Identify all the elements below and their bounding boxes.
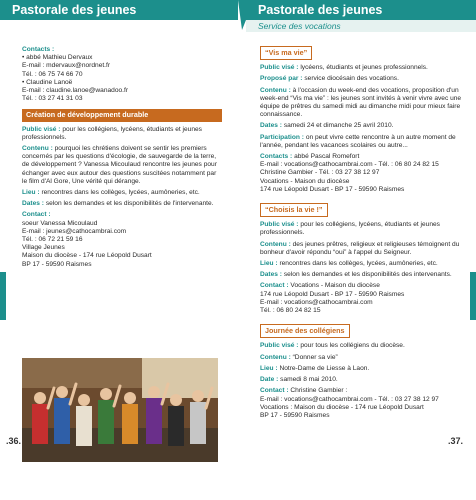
- s3-public: [260, 342, 468, 350]
- s2-contenu-label: Contenu :: [260, 240, 291, 248]
- s2-public: [260, 221, 468, 237]
- contact-block: [22, 211, 222, 268]
- right-page-number: .37.: [448, 436, 464, 446]
- contact-line: E-mail : vocations@cathocambrai.com: [260, 298, 373, 306]
- contact-line: E-mail : vocations@cathocambrai.com - Tél. : 03 27 38 12 97: [260, 395, 439, 403]
- s1-dates-text: samedi 24 et dimanche 25 avril 2010.: [283, 122, 394, 130]
- s3-contact-text: Christine Gambier :: [290, 387, 348, 395]
- s1-public: [260, 64, 468, 72]
- contact-line: BP 17 - 59590 Raismes: [260, 411, 330, 419]
- group-photo: [22, 358, 218, 462]
- lieu-block: [22, 189, 222, 197]
- contact-line: Village Jeunes: [22, 244, 65, 252]
- contact-line: 174 rue Léopold Dusart - BP 17 - 59590 Raismes: [260, 185, 405, 193]
- left-header-title: Pastorale des jeunes: [0, 0, 238, 20]
- section-title-journee-collegiens: Journée des collégiens: [260, 324, 350, 338]
- contact-line: BP 17 - 59590 Raismes: [22, 260, 92, 268]
- s3-lieu-text: Notre-Dame de Liesse à Laon.: [279, 364, 370, 372]
- s3-contenu-label: Contenu :: [260, 353, 291, 361]
- s2-contenu-text: des jeunes prêtres, religieux et religieuses témoignent du bonheur d'avoir répondu “oui” à l'appel du Seigneur.: [260, 240, 460, 256]
- public-block: [22, 126, 222, 142]
- contact-line: Tél. : 03 27 41 31 03: [22, 95, 83, 103]
- s3-lieu: [260, 365, 468, 373]
- contact-line: Maison du diocèse - 174 rue Léopold Dusart: [22, 252, 152, 260]
- contact-line: Tél. : 06 80 24 82 15: [260, 307, 321, 315]
- right-side-tab: [470, 272, 476, 320]
- s3-date: [260, 376, 468, 384]
- s3-public-label: Public visé :: [260, 342, 299, 350]
- s2-lieu-text: rencontres dans les collèges, lycées, aumôneries, etc.: [279, 260, 438, 268]
- s1-participation: [260, 134, 468, 150]
- contact-line: soeur Vanessa Micoulaud: [22, 219, 98, 227]
- left-content: [22, 46, 222, 272]
- s3-public-text: pour tous les collégiens du diocèse.: [300, 342, 405, 350]
- contenu-label: Contenu :: [22, 145, 53, 153]
- left-side-tab: [0, 272, 6, 320]
- s1-contenu-label: Contenu :: [260, 86, 291, 94]
- contenu-text: pourquoi les chrétiens doivent se sentir les premiers concernés par les questions d'écologie, de sauvegarde de la terre, de développement ? Vanessa Micoulaud rencontre les jeunes pour échanger avec eux autour des questions suscitées notamment par le film d'Al Gore, Une vérité qui dérange.: [22, 145, 217, 185]
- right-header-subtitle: Service des vocations: [246, 20, 476, 32]
- section-title-choisis-la-vie: “Choisis la vie !”: [260, 203, 328, 217]
- contact-line: E-mail : mdervaux@nordnet.fr: [22, 62, 111, 70]
- s3-lieu-label: Lieu :: [260, 364, 278, 372]
- contact-line: Vocations - Maison du diocèse: [260, 177, 350, 185]
- contact-line: E-mail : jeunes@cathocambrai.com: [22, 227, 127, 235]
- s1-contacts: [260, 153, 468, 194]
- right-header-title: Pastorale des jeunes: [246, 0, 476, 20]
- contact-line: Vocations : Maison du diocèse - 174 rue Léopold Dusart: [260, 403, 424, 411]
- dates-block: [22, 200, 222, 208]
- s1-contenu: [260, 87, 468, 120]
- contact-line: Tél. : 06 75 74 66 70: [22, 70, 83, 78]
- contact-line: E-mail : claudine.lanoe@wanadoo.fr: [22, 87, 129, 95]
- contact-line: Christine Gambier - Tél. : 03 27 38 12 97: [260, 169, 380, 177]
- s2-public-text: pour les collégiens, lycéens, étudiants et jeunes professionnels.: [260, 221, 440, 237]
- s2-contact-label: Contact :: [260, 282, 289, 290]
- public-text: pour les collégiens, lycéens, étudiants et jeunes professionnels.: [22, 125, 202, 141]
- s2-dates-label: Dates :: [260, 271, 282, 279]
- s1-propose-text: service diocésain des vocations.: [304, 75, 399, 83]
- contacts-block: [22, 46, 222, 103]
- s3-contenu: [260, 354, 468, 362]
- contact-line: • Claudine Lanoë: [22, 78, 73, 86]
- s2-contact: [260, 282, 468, 315]
- contacts-label: Contacts :: [22, 46, 55, 53]
- s1-public-text: lycéens, étudiants et jeunes professionnels.: [300, 64, 428, 72]
- s1-propose-label: Proposé par :: [260, 75, 303, 83]
- s1-dates: [260, 122, 468, 130]
- s3-contenu-text: “Donner sa vie”: [292, 353, 338, 361]
- section-title-developpement-durable: Création de développement durable: [22, 109, 222, 121]
- s2-contenu: [260, 241, 468, 257]
- s2-public-label: Public visé :: [260, 221, 299, 229]
- section-title-vis-ma-vie: “Vis ma vie”: [260, 46, 312, 60]
- s3-date-label: Date :: [260, 376, 279, 384]
- s2-dates-text: selon les demandes et les disponibilités des intervenants.: [283, 271, 452, 279]
- left-page-number: .36.: [6, 436, 22, 446]
- s1-dates-label: Dates :: [260, 122, 282, 130]
- right-page: [238, 0, 476, 500]
- lieu-text: rencontres dans les collèges, lycées, aumôneries, etc.: [41, 189, 200, 197]
- s1-participation-label: Participation :: [260, 133, 304, 141]
- s3-contact-label: Contact :: [260, 387, 289, 395]
- s1-contacts-label: Contacts :: [260, 153, 293, 161]
- right-content: [260, 40, 468, 423]
- dates-text: selon les demandes et les disponibilités de l'intervenante.: [45, 200, 214, 208]
- contact-line: Tél. : 06 72 21 59 16: [22, 236, 83, 244]
- public-label: Public visé :: [22, 125, 61, 133]
- s1-propose: [260, 75, 468, 83]
- dates-label: Dates :: [22, 200, 44, 208]
- s3-contact: [260, 387, 468, 420]
- contenu-block: [22, 145, 222, 186]
- s1-contenu-text: à l'occasion du week-end des vocations, proposition d'un week-end “Vis ma vie” : les jeunes sont invités à venir vivre avec une équipe de prêtres du samedi midi au dimanche midi pour mieux faire connaissance.: [260, 86, 462, 119]
- s2-dates: [260, 271, 468, 279]
- lieu-label: Lieu :: [22, 189, 40, 197]
- contact-line: 174 rue Léopold Dusart - BP 17 - 59590 Raismes: [260, 290, 405, 298]
- s1-participation-text: on peut vivre cette rencontre à un autre moment de l'année, pendant les vacances scolaires ou autre...: [260, 133, 456, 149]
- contact-line: • abbé Mathieu Dervaux: [22, 54, 93, 62]
- contact-line: E-mail : vocations@cathocambrai.com - Tél. : 06 80 24 82 15: [260, 161, 439, 169]
- s2-contact-text: Vocations - Maison du diocèse: [290, 282, 380, 290]
- contact-label: Contact :: [22, 211, 51, 219]
- s3-date-text: samedi 8 mai 2010.: [280, 376, 338, 384]
- s2-lieu-label: Lieu :: [260, 260, 278, 268]
- s2-lieu: [260, 260, 468, 268]
- s1-contacts-text: abbé Pascal Romefort: [294, 153, 360, 161]
- s1-public-label: Public visé :: [260, 64, 299, 72]
